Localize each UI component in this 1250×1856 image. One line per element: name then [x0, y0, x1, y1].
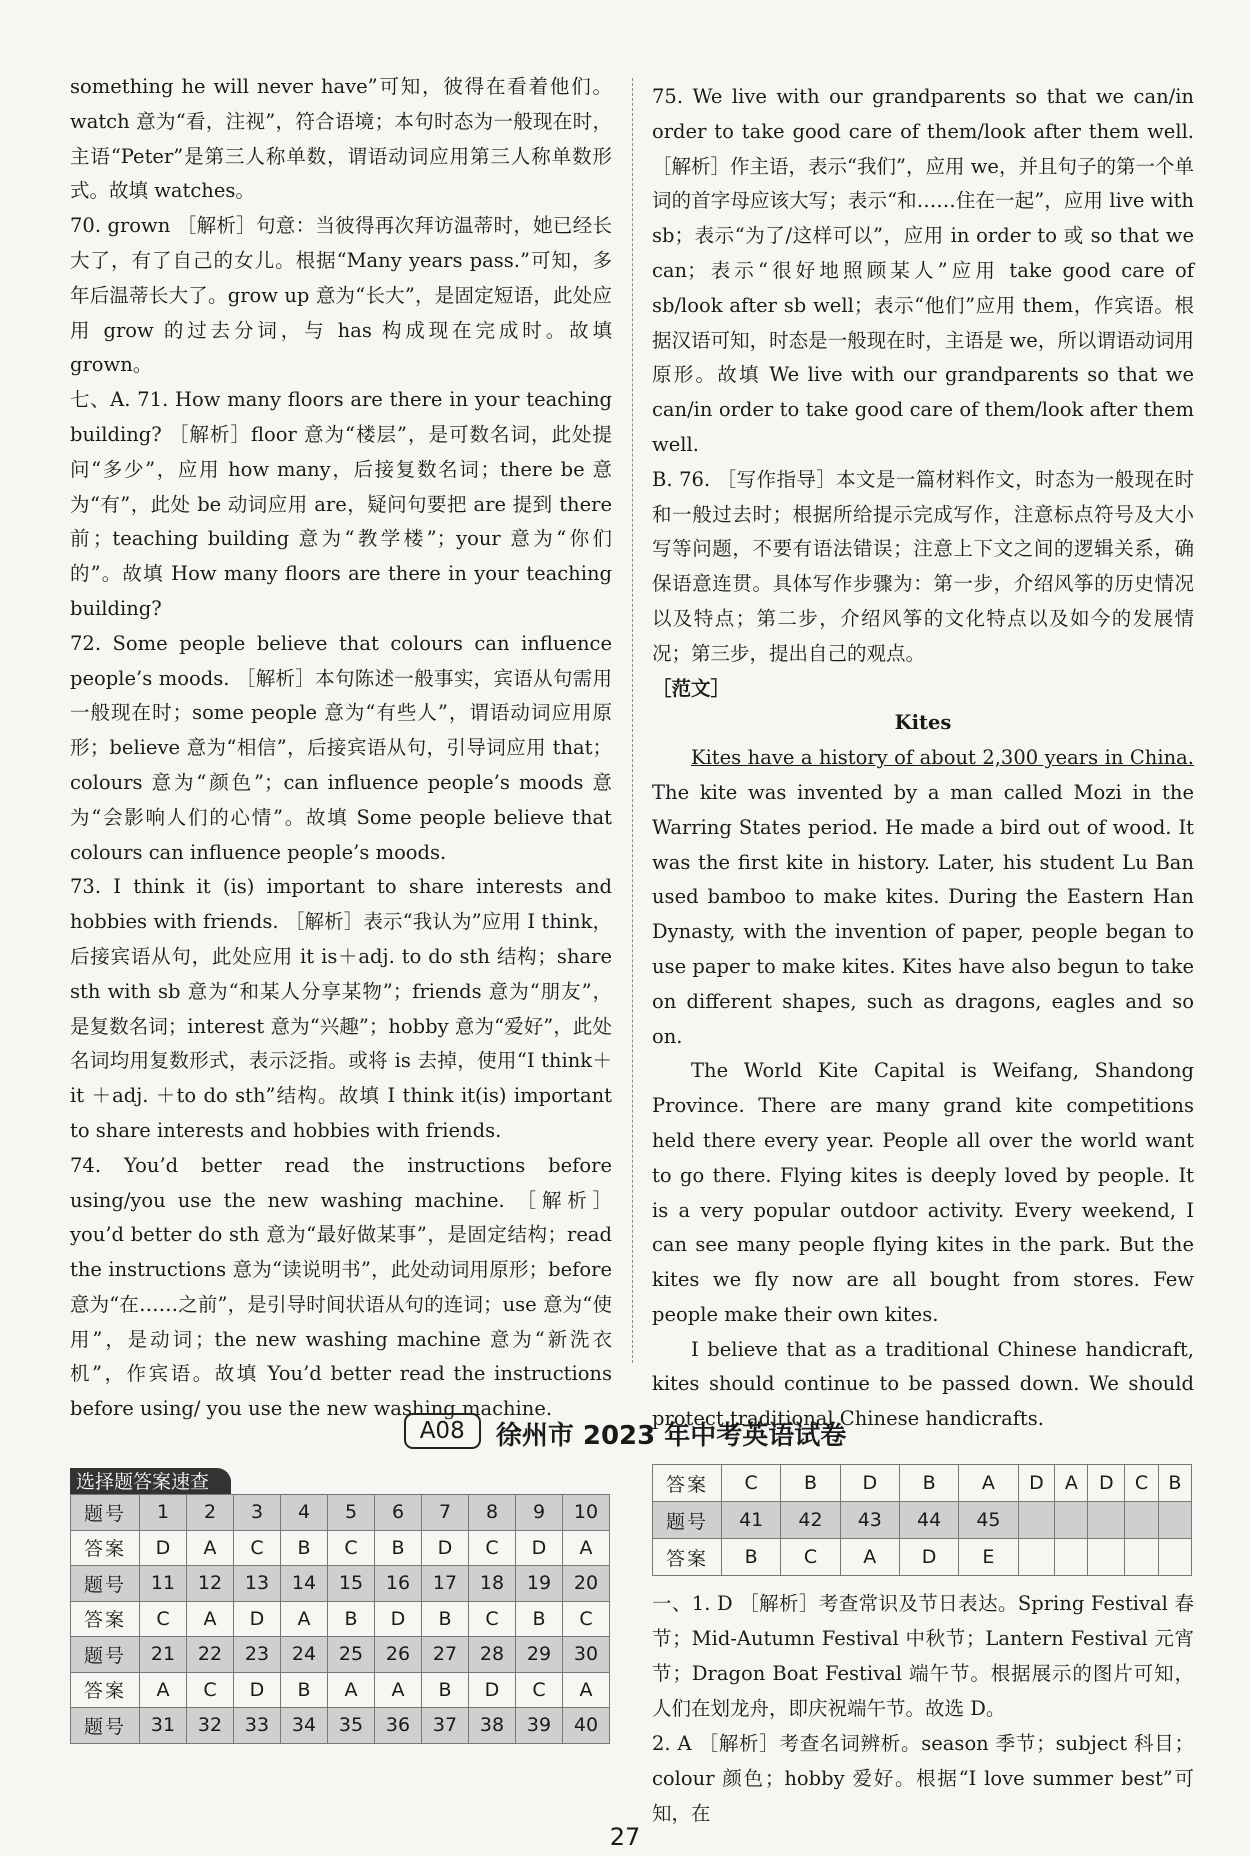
answer-cell: A — [563, 1672, 610, 1708]
answer-cell: E — [959, 1539, 1018, 1576]
answer-cell: C — [140, 1601, 187, 1637]
question-number-cell: 40 — [563, 1708, 610, 1744]
question-number-cell: 8 — [469, 1495, 516, 1531]
essay-first-sentence: Kites have a history of about 2,300 years in China. — [691, 746, 1194, 770]
question-number-cell: 4 — [281, 1495, 328, 1531]
left-para-5: 73. I think it (is) important to share interests and hobbies with friends. ［解析］表示“我认为”应用 I think，后接宾语从句，此处应用 it is＋adj. to do sth 结构；share sth with sb 意为“和某人分享某物”；friends 意为“朋友”，是复数名词；interest 意为“兴趣”；hobby 意为“爱好”，此处名词均用复数形式，表示泛指。或将 is 去掉，使用“I think＋it ＋adj. ＋to do sth”结构。故填 I think it(is) important to share interests and hobbies with friends. — [70, 875, 612, 1142]
number-label: 题号 — [653, 1502, 722, 1539]
left-para-1: something he will never have”可知，彼得在看着他们。watch 意为“看，注视”，符合语境；本句时态为一般现在时，主语“Peter”是第三人称单数，谓语动词应用第三人称单数形式。故填 watches。 — [70, 75, 612, 203]
answer-label: 答案 — [71, 1530, 140, 1566]
question-number-cell: 28 — [469, 1637, 516, 1673]
answer-cell: B — [1158, 1465, 1191, 1502]
question-number-cell: 2 — [187, 1495, 234, 1531]
answer-cell: D — [516, 1530, 563, 1566]
answer-cell — [1018, 1539, 1055, 1576]
answer-cell — [1158, 1539, 1191, 1576]
page-number: 27 — [609, 1823, 641, 1851]
question-number-cell: 22 — [187, 1637, 234, 1673]
answer-cell: D — [422, 1530, 469, 1566]
explanation-q2: 2. A ［解析］考查名词辨析。season 季节；subject 科目；colour 颜色；hobby 爱好。根据“I love summer best”可知，在 — [652, 1732, 1194, 1825]
number-row — [653, 1502, 1192, 1539]
column-divider — [632, 78, 633, 1363]
answer-cell: A — [840, 1539, 899, 1576]
answer-cell: D — [234, 1672, 281, 1708]
number-row — [71, 1708, 610, 1744]
question-number-cell: 11 — [140, 1566, 187, 1602]
question-number-cell: 9 — [516, 1495, 563, 1531]
answer-cell: B — [722, 1539, 781, 1576]
question-number-cell: 6 — [375, 1495, 422, 1531]
answer-cell: D — [375, 1601, 422, 1637]
answer-cell: A — [187, 1530, 234, 1566]
question-number-cell: 37 — [422, 1708, 469, 1744]
answer-cell: D — [899, 1539, 958, 1576]
question-number-cell: 42 — [781, 1502, 840, 1539]
explanation-q1: 一、1. D ［解析］考查常识及节日表达。Spring Festival 春节；Mid-Autumn Festival 中秋节；Lantern Festival 元宵节；Dragon Boat Festival 端午节。根据展示的图片可知，人们在划龙舟，即庆祝端午节。故选 D。 — [652, 1592, 1194, 1720]
left-para-3: 七、A. 71. How many floors are there in your teaching building? ［解析］floor 意为“楼层”，是可数名词，此处提问“多少”，应用 how many，后接复数名词；there be 意为“有”，此处 be 动词应用 are，疑问句要把 are 提到 there 前；teaching building 意为“教学楼”；your 意为“你们的”。故填 How many floors are there in your teaching building? — [70, 388, 612, 620]
question-number-cell: 21 — [140, 1637, 187, 1673]
answer-cell: B — [422, 1672, 469, 1708]
answer-76-guide: B. 76. ［写作指导］本文是一篇材料作文，时态为一般现在时和一般过去时；根据所给提示完成写作，注意标点符号及大小写等问题，不要有语法错误；注意上下文之间的逻辑关系，确保语意连贯。具体写作步骤为：第一步，介绍风筝的历史情况以及特点；第二步，介绍风筝的文化特点以及如今的发展情况；第三步，提出自己的观点。 — [652, 467, 1194, 665]
question-number-cell: 26 — [375, 1637, 422, 1673]
answer-cell: B — [899, 1465, 958, 1502]
answer-cell: D — [469, 1672, 516, 1708]
answer-cell: D — [234, 1601, 281, 1637]
answer-cell: A — [375, 1672, 422, 1708]
answer-cell: B — [375, 1530, 422, 1566]
answer-cell: D — [1088, 1465, 1125, 1502]
number-row — [71, 1566, 610, 1602]
essay-paragraph-1 — [652, 741, 1194, 1054]
answer-cell — [1055, 1539, 1088, 1576]
question-number-cell: 29 — [516, 1637, 563, 1673]
answer-label: 答案 — [653, 1465, 722, 1502]
answer-table-left — [70, 1494, 610, 1744]
answer-cell: C — [563, 1601, 610, 1637]
number-label: 题号 — [71, 1708, 140, 1744]
question-number-cell: 43 — [840, 1502, 899, 1539]
answer-label: 答案 — [71, 1601, 140, 1637]
model-essay-label: ［范文］ — [652, 676, 731, 700]
question-number-cell — [1088, 1502, 1125, 1539]
question-number-cell: 44 — [899, 1502, 958, 1539]
answer-cell: A — [1055, 1465, 1088, 1502]
question-number-cell — [1125, 1502, 1159, 1539]
question-number-cell: 17 — [422, 1566, 469, 1602]
question-number-cell: 36 — [375, 1708, 422, 1744]
question-number-cell — [1055, 1502, 1088, 1539]
question-number-cell: 34 — [281, 1708, 328, 1744]
question-number-cell: 41 — [722, 1502, 781, 1539]
answer-row — [653, 1539, 1192, 1576]
section-title — [0, 1413, 1250, 1452]
question-number-cell: 13 — [234, 1566, 281, 1602]
question-number-cell: 7 — [422, 1495, 469, 1531]
answer-cell: A — [187, 1601, 234, 1637]
essay-p1-rest: The kite was invented by a man called Mozi in the Warring States period. He made a bird out of wood. It was the first kite in history. Later, his student Lu Ban used bamboo to make kites. During the Eastern Han Dynasty, with the invention of paper, people began to use paper to make kites. Kites have also begun to take on different shapes, such as dragons, eagles and so on. — [652, 780, 1194, 1048]
left-para-2: 70. grown ［解析］句意：当彼得再次拜访温蒂时，她已经长大了，有了自己的女儿。根据“Many years pass.”可知，多年后温蒂长大了。grow up 意为“长大”，是固定短语，此处应用 grow 的过去分词，与 has 构成现在完成时。故填 grown。 — [70, 214, 612, 377]
answer-cell: C — [234, 1530, 281, 1566]
answer-cell — [1088, 1539, 1125, 1576]
answer-cell: D — [140, 1530, 187, 1566]
number-row — [71, 1495, 610, 1531]
question-number-cell: 27 — [422, 1637, 469, 1673]
number-row — [71, 1637, 610, 1673]
section-heading: 徐州市 2023 年中考英语试卷 — [495, 1421, 847, 1451]
question-number-cell: 39 — [516, 1708, 563, 1744]
question-number-cell: 23 — [234, 1637, 281, 1673]
question-number-cell: 45 — [959, 1502, 1018, 1539]
answer-cell: D — [840, 1465, 899, 1502]
answer-cell: C — [781, 1539, 840, 1576]
quick-answer-badge: 选择题答案速查 — [70, 1468, 231, 1496]
question-number-cell — [1018, 1502, 1055, 1539]
answer-cell: D — [1018, 1465, 1055, 1502]
answer-cell: B — [422, 1601, 469, 1637]
number-label: 题号 — [71, 1566, 140, 1602]
answer-cell: B — [516, 1601, 563, 1637]
question-number-cell: 30 — [563, 1637, 610, 1673]
question-number-cell: 5 — [328, 1495, 375, 1531]
essay-paragraph-2: The World Kite Capital is Weifang, Shandong Province. There are many grand kite competitions held there every year. People all over the world want to go there. Flying kites is deeply loved by people. It is a very popular outdoor activity. Every weekend, I can see many people flying kites in the park. But the kites we fly now are all bought from stores. Few people make their own kites. — [652, 1059, 1194, 1326]
answer-cell — [1125, 1539, 1159, 1576]
section-code: A08 — [404, 1413, 481, 1449]
left-column — [70, 70, 612, 1427]
question-number-cell: 38 — [469, 1708, 516, 1744]
answer-cell: C — [469, 1601, 516, 1637]
question-number-cell: 1 — [140, 1495, 187, 1531]
number-label: 题号 — [71, 1495, 140, 1531]
question-number-cell: 19 — [516, 1566, 563, 1602]
essay-title: Kites — [894, 711, 952, 735]
answer-row — [71, 1672, 610, 1708]
answer-row — [71, 1530, 610, 1566]
answer-75: 75. We live with our grandparents so that we can/in order to take good care of them/look after them well. ［解析］作主语，表示“我们”，应用 we，并且句子的第一个单词的首字母应该大写；表示“和……住在一起”，应用 live with sb；表示“为了/这样可以”，应用 in order to 或 so that we can；表示“很好地照顾某人”应用 take good care of sb/look after sb well；表示“他们”应用 them，作宾语。根据汉语可知，时态是一般现在时，主语是 we，所以谓语动词用原形。故填 We live with our grandparents so that we can/in order to take good care of them/look after them well. — [652, 85, 1194, 456]
left-para-6: 74. You’d better read the instructions before using/you use the new washing machine. ［解析］you’d better do sth 意为“最好做某事”，是固定结构；read the instructions 意为“读说明书”，此处动词用原形；before 意为“在……之前”，是引导时间状语从句的连词；use 意为“使用”，是动词；the new washing machine 意为“新洗衣机”，作宾语。故填 You’d better read the instructions before using/ you use the new washing machine. — [70, 1153, 612, 1421]
left-para-4: 72. Some people believe that colours can influence people’s moods. ［解析］本句陈述一般事实，宾语从句需用一般现在时；some people 意为“有些人”，谓语动词应用原形；believe 意为“相信”，后接宾语从句，引导词应用 that；colours 意为“颜色”；can influence people’s moods 意为“会影响人们的心情”。故填 Some people believe that colours can influence people’s moods. — [70, 631, 612, 864]
answer-cell: C — [516, 1672, 563, 1708]
explanations — [652, 1586, 1194, 1831]
question-number-cell: 24 — [281, 1637, 328, 1673]
answer-row — [653, 1465, 1192, 1502]
question-number-cell: 16 — [375, 1566, 422, 1602]
answer-cell: A — [328, 1672, 375, 1708]
answer-cell: A — [959, 1465, 1018, 1502]
essay-paragraph-3: I believe that as a traditional Chinese handicraft, kites should continue to be passed down. We should protect traditional Chinese handicrafts. — [652, 1337, 1194, 1431]
answer-row — [71, 1601, 610, 1637]
answer-cell: A — [563, 1530, 610, 1566]
answer-label: 答案 — [653, 1539, 722, 1576]
answer-label: 答案 — [71, 1672, 140, 1708]
question-number-cell: 31 — [140, 1708, 187, 1744]
answer-cell: C — [328, 1530, 375, 1566]
question-number-cell: 12 — [187, 1566, 234, 1602]
question-number-cell: 35 — [328, 1708, 375, 1744]
answer-cell: A — [140, 1672, 187, 1708]
question-number-cell: 25 — [328, 1637, 375, 1673]
question-number-cell — [1158, 1502, 1191, 1539]
question-number-cell: 10 — [563, 1495, 610, 1531]
question-number-cell: 33 — [234, 1708, 281, 1744]
answer-cell: C — [722, 1465, 781, 1502]
right-column — [652, 80, 1194, 1437]
answer-cell: C — [469, 1530, 516, 1566]
answer-cell: A — [281, 1601, 328, 1637]
question-number-cell: 20 — [563, 1566, 610, 1602]
answer-cell: B — [281, 1672, 328, 1708]
question-number-cell: 3 — [234, 1495, 281, 1531]
answer-cell: C — [187, 1672, 234, 1708]
answer-cell: B — [281, 1530, 328, 1566]
answer-table-right — [652, 1464, 1192, 1576]
question-number-cell: 18 — [469, 1566, 516, 1602]
answer-cell: B — [328, 1601, 375, 1637]
answer-cell: C — [1125, 1465, 1159, 1502]
number-label: 题号 — [71, 1637, 140, 1673]
question-number-cell: 32 — [187, 1708, 234, 1744]
answer-cell: B — [781, 1465, 840, 1502]
question-number-cell: 14 — [281, 1566, 328, 1602]
question-number-cell: 15 — [328, 1566, 375, 1602]
